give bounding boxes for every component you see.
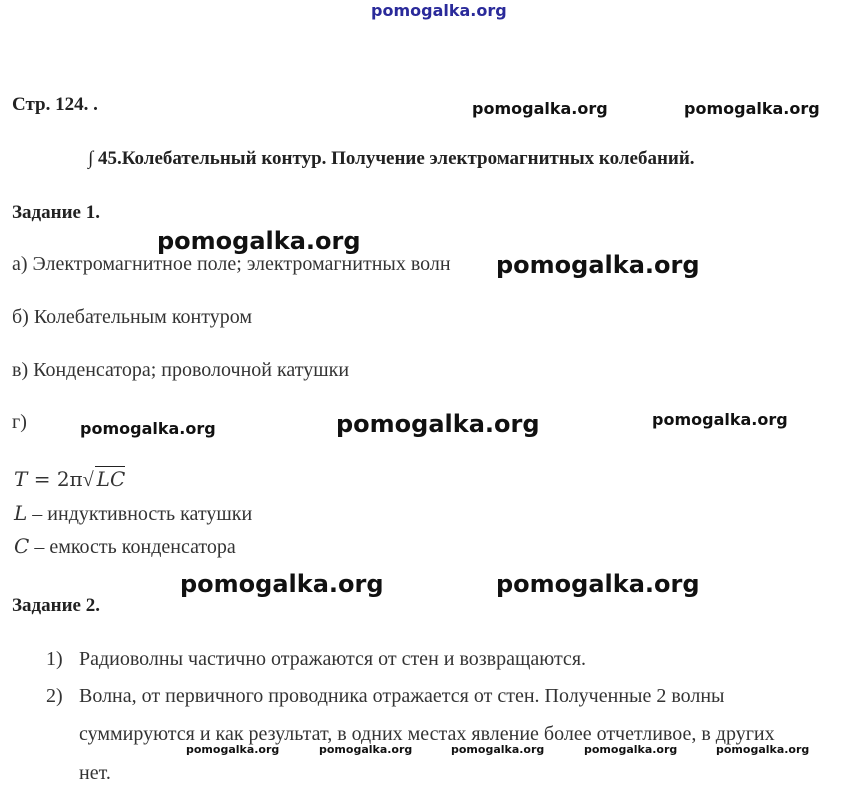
inductance-definition bbox=[14, 501, 252, 526]
site-header[interactable]: pomogalka.org bbox=[371, 1, 507, 20]
task2-item-line: Волна, от первичного проводника отражается от стен. Полученные 2 волны bbox=[79, 685, 725, 707]
watermark: pomogalka.org bbox=[157, 227, 361, 255]
task1-answer-g: г) bbox=[12, 411, 27, 433]
formula-lhs: T bbox=[14, 467, 28, 491]
capacitance-desc: – емкость конденсатора bbox=[29, 536, 236, 558]
task1-answer-b: б) Колебательным контуром bbox=[12, 306, 252, 328]
task2-item-line: Радиоволны частично отражаются от стен и возвращаются. bbox=[79, 648, 587, 670]
task2-heading: Задание 2. bbox=[12, 595, 100, 616]
watermark: pomogalka.org bbox=[80, 419, 216, 438]
watermark: pomogalka.org bbox=[186, 743, 280, 756]
task2-item-line: суммируются и как результат, в одних местах явление более отчетливое, в других bbox=[79, 723, 775, 745]
task1-answer-v: в) Конденсатора; проволочной катушки bbox=[12, 359, 350, 381]
task1-answer-a: а) Электромагнитное поле; электромагнитных волн bbox=[12, 253, 451, 275]
watermark: pomogalka.org bbox=[180, 570, 384, 598]
task2-item-line: нет. bbox=[79, 762, 111, 784]
watermark: pomogalka.org bbox=[496, 570, 700, 598]
sqrt-icon: √ bbox=[82, 469, 94, 491]
watermark: pomogalka.org bbox=[652, 410, 788, 429]
task2-item-num: 1) bbox=[46, 648, 63, 670]
period-formula bbox=[14, 466, 125, 492]
page-reference: Стр. 124. . bbox=[12, 94, 98, 115]
capacitance-symbol: C bbox=[14, 534, 30, 558]
watermark: pomogalka.org bbox=[472, 99, 608, 118]
section-title: ∫ 45.Колебательный контур. Получение электромагнитных колебаний. bbox=[88, 148, 695, 169]
capacitance-definition bbox=[14, 534, 236, 559]
task1-heading: Задание 1. bbox=[12, 202, 100, 223]
inductance-symbol: L bbox=[14, 501, 28, 525]
inductance-desc: – индуктивность катушки bbox=[27, 503, 253, 525]
watermark: pomogalka.org bbox=[684, 99, 820, 118]
formula-radicand: LC bbox=[96, 467, 126, 491]
watermark: pomogalka.org bbox=[716, 743, 810, 756]
watermark: pomogalka.org bbox=[584, 743, 678, 756]
watermark: pomogalka.org bbox=[336, 410, 540, 438]
watermark: pomogalka.org bbox=[496, 251, 700, 279]
formula-eq: = 2π bbox=[27, 467, 83, 491]
watermark: pomogalka.org bbox=[319, 743, 413, 756]
watermark: pomogalka.org bbox=[451, 743, 545, 756]
task2-item-num: 2) bbox=[46, 685, 63, 707]
